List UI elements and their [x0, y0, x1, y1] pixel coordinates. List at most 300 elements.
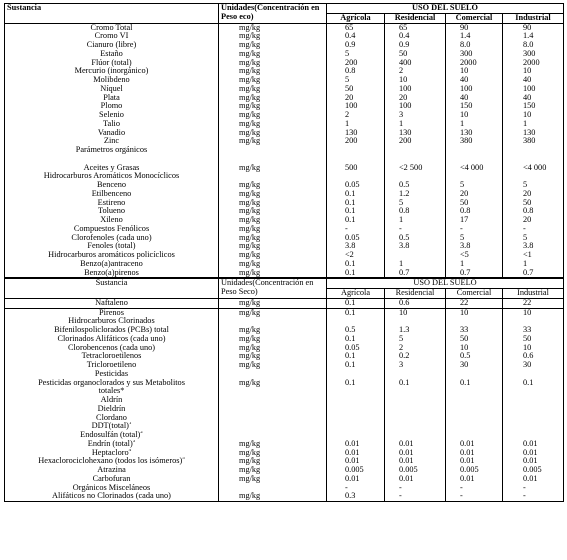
- substance-name: Clorobencenos (cada uno): [5, 344, 219, 353]
- value-agricola: 130: [327, 129, 385, 138]
- unit-cell: mg/kg: [219, 190, 327, 199]
- value-comercial: -: [446, 484, 503, 493]
- value-industrial: [503, 422, 564, 431]
- value-residencial: 0.01: [385, 440, 446, 449]
- table2-body: [5, 298, 564, 501]
- soil-standards-document: [4, 3, 563, 502]
- value-industrial: 300: [503, 50, 564, 59]
- table-row: [5, 317, 564, 326]
- substance-name: Orgánicos Misceláneos: [5, 484, 219, 493]
- value-agricola: 0.05: [327, 181, 385, 190]
- land-use-header-2: USO DEL SUELO: [327, 279, 564, 289]
- value-comercial: 33: [446, 326, 503, 335]
- value-residencial: [385, 422, 446, 431]
- table-row: [5, 440, 564, 449]
- value-comercial: 2000: [446, 59, 503, 68]
- table-row: [5, 41, 564, 50]
- table-row: [5, 23, 564, 32]
- unit-cell: mg/kg: [219, 32, 327, 41]
- substance-name: Benceno: [5, 181, 219, 190]
- value-industrial: [503, 431, 564, 440]
- value-residencial: 1: [385, 216, 446, 225]
- substance-name: Compuestos Fenólicos: [5, 225, 219, 234]
- table-row: [5, 370, 564, 379]
- value-comercial: [446, 405, 503, 414]
- value-agricola: 0.1: [327, 216, 385, 225]
- value-agricola: -: [327, 225, 385, 234]
- value-industrial: -: [503, 492, 564, 501]
- unit-cell: [219, 431, 327, 440]
- unit-cell: mg/kg: [219, 23, 327, 32]
- substance-name: Clorinados Alifáticos (cada uno): [5, 335, 219, 344]
- value-comercial: 20: [446, 190, 503, 199]
- value-comercial: 130: [446, 129, 503, 138]
- value-industrial: 10: [503, 111, 564, 120]
- value-residencial: 0.01: [385, 475, 446, 484]
- value-industrial: 10: [503, 344, 564, 353]
- value-residencial: 0.01: [385, 457, 446, 466]
- table-row: [5, 199, 564, 208]
- table-row: [5, 190, 564, 199]
- unit-cell: mg/kg: [219, 269, 327, 278]
- substance-name: totales*: [5, 387, 219, 396]
- use-comercial-2: Comercial: [446, 289, 503, 299]
- substance-name: Fenoles (total): [5, 242, 219, 251]
- value-comercial: [446, 431, 503, 440]
- value-industrial: 22: [503, 298, 564, 308]
- value-comercial: 10: [446, 344, 503, 353]
- substance-name: Endosulfán (total)$^2$: [5, 431, 219, 440]
- table-row: [5, 344, 564, 353]
- value-agricola: 0.01: [327, 475, 385, 484]
- unit-cell: [219, 414, 327, 423]
- value-residencial: -: [385, 484, 446, 493]
- substance-name: Tricloroetileno: [5, 361, 219, 370]
- value-agricola: 0.1: [327, 260, 385, 269]
- value-agricola: 65: [327, 23, 385, 32]
- value-comercial: 40: [446, 76, 503, 85]
- table-row: [5, 146, 564, 155]
- table-row: [5, 269, 564, 278]
- unit-cell: [219, 422, 327, 431]
- footnote-mark: 2: [140, 431, 143, 436]
- table2-header-row: [5, 279, 564, 289]
- value-agricola: 5: [327, 76, 385, 85]
- value-agricola: [327, 414, 385, 423]
- value-industrial: <4 000: [503, 155, 564, 173]
- value-industrial: 40: [503, 94, 564, 103]
- table-row: [5, 335, 564, 344]
- substance-name: Pirenos: [5, 308, 219, 317]
- table-row: [5, 102, 564, 111]
- value-industrial: 20: [503, 190, 564, 199]
- value-comercial: 100: [446, 85, 503, 94]
- value-residencial: 1.3: [385, 326, 446, 335]
- table-row: [5, 234, 564, 243]
- use-agricola-2: Agrícola: [327, 289, 385, 299]
- value-industrial: 130: [503, 129, 564, 138]
- value-residencial: 100: [385, 85, 446, 94]
- unit-cell: mg/kg: [219, 260, 327, 269]
- unit-cell: [219, 387, 327, 396]
- value-residencial: 1: [385, 260, 446, 269]
- value-residencial: 10: [385, 308, 446, 317]
- value-comercial: [446, 414, 503, 423]
- value-residencial: <2 500: [385, 155, 446, 173]
- value-agricola: 0.9: [327, 41, 385, 50]
- value-comercial: 0.01: [446, 440, 503, 449]
- value-residencial: -: [385, 225, 446, 234]
- unit-cell: mg/kg: [219, 155, 327, 173]
- value-agricola: 50: [327, 85, 385, 94]
- value-agricola: [327, 317, 385, 326]
- substance-name: Parámetros orgánicos: [5, 146, 219, 155]
- table-row: [5, 326, 564, 335]
- value-industrial: [503, 317, 564, 326]
- value-industrial: 5: [503, 234, 564, 243]
- value-comercial: 3.8: [446, 242, 503, 251]
- value-industrial: [503, 387, 564, 396]
- value-residencial: 20: [385, 94, 446, 103]
- unit-cell: mg/kg: [219, 216, 327, 225]
- table-row: [5, 422, 564, 431]
- table-row: [5, 466, 564, 475]
- substance-name: Dieldrín: [5, 405, 219, 414]
- value-industrial: 8.0: [503, 41, 564, 50]
- value-comercial: 0.01: [446, 475, 503, 484]
- value-industrial: 33: [503, 326, 564, 335]
- value-agricola: [327, 405, 385, 414]
- use-residencial-2: Residencial: [385, 289, 446, 299]
- value-industrial: 0.01: [503, 457, 564, 466]
- value-industrial: 0.1: [503, 379, 564, 388]
- substance-name: Etilbenceno: [5, 190, 219, 199]
- value-comercial: 0.8: [446, 207, 503, 216]
- unit-cell: mg/kg: [219, 440, 327, 449]
- land-use-header: USO DEL SUELO: [327, 4, 564, 14]
- table-row: [5, 120, 564, 129]
- value-agricola: -: [327, 484, 385, 493]
- value-residencial: [385, 146, 446, 155]
- substance-name: Clorofenoles (cada uno): [5, 234, 219, 243]
- value-industrial: [503, 405, 564, 414]
- value-comercial: 0.7: [446, 269, 503, 278]
- soil-table-2: [4, 278, 564, 502]
- value-comercial: [446, 370, 503, 379]
- value-residencial: 0.7: [385, 269, 446, 278]
- substance-name: Estaño: [5, 50, 219, 59]
- value-industrial: [503, 396, 564, 405]
- value-agricola: 200: [327, 59, 385, 68]
- use-industrial-2: Industrial: [503, 289, 564, 299]
- value-residencial: 0.8: [385, 207, 446, 216]
- value-comercial: 17: [446, 216, 503, 225]
- value-industrial: 0.6: [503, 352, 564, 361]
- value-residencial: 130: [385, 129, 446, 138]
- unit-cell: mg/kg: [219, 207, 327, 216]
- value-comercial: 90: [446, 23, 503, 32]
- value-industrial: 0.01: [503, 440, 564, 449]
- value-agricola: 0.1: [327, 335, 385, 344]
- table-row: [5, 396, 564, 405]
- table-row: [5, 379, 564, 388]
- unit-cell: mg/kg: [219, 199, 327, 208]
- value-residencial: 10: [385, 76, 446, 85]
- value-agricola: 0.1: [327, 199, 385, 208]
- value-residencial: 0.2: [385, 352, 446, 361]
- value-residencial: 2: [385, 67, 446, 76]
- substance-name: Níquel: [5, 85, 219, 94]
- units-header-2: Unidades(Concentración en Peso Seco): [219, 279, 327, 299]
- substance-name: Pesticidas: [5, 370, 219, 379]
- value-comercial: <5: [446, 251, 503, 260]
- value-agricola: 0.01: [327, 449, 385, 458]
- value-comercial: [446, 172, 503, 181]
- substance-name: Mercurio (inorgánico): [5, 67, 219, 76]
- table-row: [5, 405, 564, 414]
- value-industrial: [503, 172, 564, 181]
- table-row: [5, 449, 564, 458]
- value-industrial: 10: [503, 308, 564, 317]
- value-residencial: 0.5: [385, 181, 446, 190]
- substance-name: Aldrín: [5, 396, 219, 405]
- value-comercial: -: [446, 492, 503, 501]
- value-comercial: 0.01: [446, 457, 503, 466]
- value-industrial: 150: [503, 102, 564, 111]
- table1-header-row: [5, 4, 564, 14]
- table-row: [5, 59, 564, 68]
- use-industrial: Industrial: [503, 13, 564, 23]
- value-residencial: 0.9: [385, 41, 446, 50]
- value-industrial: 0.01: [503, 475, 564, 484]
- value-industrial: 50: [503, 335, 564, 344]
- substance-name: Atrazina: [5, 466, 219, 475]
- table-row: [5, 431, 564, 440]
- table-row: [5, 137, 564, 146]
- value-comercial: 1: [446, 120, 503, 129]
- value-residencial: 3: [385, 111, 446, 120]
- unit-cell: [219, 317, 327, 326]
- table-row: [5, 85, 564, 94]
- value-industrial: 3.8: [503, 242, 564, 251]
- value-agricola: 0.1: [327, 308, 385, 317]
- unit-cell: mg/kg: [219, 111, 327, 120]
- unit-cell: mg/kg: [219, 234, 327, 243]
- substance-name: Tetracloroetilenos: [5, 352, 219, 361]
- substance-name: Hexaclorociclohexano (todos los isómeros)$^5$: [5, 457, 219, 466]
- unit-cell: [219, 396, 327, 405]
- value-comercial: 5: [446, 234, 503, 243]
- table-row: [5, 298, 564, 308]
- value-comercial: 50: [446, 199, 503, 208]
- value-agricola: 0.1: [327, 298, 385, 308]
- value-industrial: -: [503, 484, 564, 493]
- table-row: [5, 260, 564, 269]
- value-residencial: 5: [385, 199, 446, 208]
- substance-name: Zinc: [5, 137, 219, 146]
- substance-name: Talio: [5, 120, 219, 129]
- value-residencial: 3: [385, 361, 446, 370]
- value-agricola: 20: [327, 94, 385, 103]
- value-comercial: 150: [446, 102, 503, 111]
- value-agricola: [327, 370, 385, 379]
- table-row: [5, 352, 564, 361]
- value-comercial: 300: [446, 50, 503, 59]
- value-industrial: -: [503, 225, 564, 234]
- unit-cell: mg/kg: [219, 59, 327, 68]
- value-residencial: 2: [385, 344, 446, 353]
- value-agricola: [327, 387, 385, 396]
- value-agricola: 3.8: [327, 242, 385, 251]
- value-residencial: -: [385, 492, 446, 501]
- use-comercial: Comercial: [446, 13, 503, 23]
- value-residencial: [385, 387, 446, 396]
- unit-cell: mg/kg: [219, 120, 327, 129]
- unit-cell: mg/kg: [219, 50, 327, 59]
- table-row: [5, 387, 564, 396]
- substance-name: Selenio: [5, 111, 219, 120]
- value-residencial: 3.8: [385, 242, 446, 251]
- footnote-mark: 5: [182, 457, 185, 462]
- value-industrial: 10: [503, 67, 564, 76]
- substance-name: Carbofuran: [5, 475, 219, 484]
- substance-name: Plata: [5, 94, 219, 103]
- substance-name: Aceites y Grasas: [5, 155, 219, 173]
- value-comercial: 5: [446, 181, 503, 190]
- table-row: [5, 172, 564, 181]
- unit-cell: mg/kg: [219, 335, 327, 344]
- value-agricola: [327, 422, 385, 431]
- unit-cell: mg/kg: [219, 129, 327, 138]
- unit-cell: mg/kg: [219, 457, 327, 466]
- unit-cell: mg/kg: [219, 94, 327, 103]
- value-agricola: [327, 431, 385, 440]
- table-row: [5, 484, 564, 493]
- unit-cell: [219, 405, 327, 414]
- value-residencial: [385, 251, 446, 260]
- substance-name: Bifenilospoliclorados (PCBs) total: [5, 326, 219, 335]
- value-industrial: 0.01: [503, 449, 564, 458]
- value-industrial: 20: [503, 216, 564, 225]
- footnote-mark: 3: [132, 439, 136, 444]
- table-row: [5, 67, 564, 76]
- value-residencial: 0.6: [385, 298, 446, 308]
- unit-cell: mg/kg: [219, 225, 327, 234]
- substance-name: Endrín (total)$^3$: [5, 440, 219, 449]
- value-agricola: <2: [327, 251, 385, 260]
- value-residencial: [385, 431, 446, 440]
- value-comercial: 380: [446, 137, 503, 146]
- unit-cell: mg/kg: [219, 352, 327, 361]
- units-header: Unidades(Concentración en Peso eco): [219, 4, 327, 24]
- value-comercial: <4 000: [446, 155, 503, 173]
- substance-name: Vanadio: [5, 129, 219, 138]
- value-industrial: [503, 146, 564, 155]
- unit-cell: mg/kg: [219, 137, 327, 146]
- value-agricola: 0.05: [327, 344, 385, 353]
- value-agricola: 0.8: [327, 67, 385, 76]
- value-agricola: 500: [327, 155, 385, 173]
- value-residencial: 65: [385, 23, 446, 32]
- table-row: [5, 216, 564, 225]
- unit-cell: mg/kg: [219, 466, 327, 475]
- unit-cell: [219, 484, 327, 493]
- value-industrial: 50: [503, 199, 564, 208]
- substance-name: Molibdeno: [5, 76, 219, 85]
- unit-cell: [219, 172, 327, 181]
- footnote-mark: 4: [128, 448, 132, 453]
- value-industrial: [503, 370, 564, 379]
- table-row: [5, 225, 564, 234]
- substance-name: Flúor (total): [5, 59, 219, 68]
- value-residencial: [385, 405, 446, 414]
- value-residencial: 1: [385, 120, 446, 129]
- use-agricola: Agrícola: [327, 13, 385, 23]
- substance-name: Estireno: [5, 199, 219, 208]
- unit-cell: mg/kg: [219, 361, 327, 370]
- value-agricola: 2: [327, 111, 385, 120]
- value-residencial: 50: [385, 50, 446, 59]
- value-agricola: 0.1: [327, 361, 385, 370]
- value-residencial: 5: [385, 335, 446, 344]
- value-residencial: [385, 317, 446, 326]
- substance-name: Cianuro (libre): [5, 41, 219, 50]
- use-residencial: Residencial: [385, 13, 446, 23]
- substance-name: Benzo(a)pirenos: [5, 269, 219, 278]
- value-comercial: [446, 146, 503, 155]
- value-comercial: 1: [446, 260, 503, 269]
- substance-name: Tolueno: [5, 207, 219, 216]
- value-agricola: [327, 396, 385, 405]
- value-industrial: 0.7: [503, 269, 564, 278]
- value-residencial: 200: [385, 137, 446, 146]
- value-agricola: 5: [327, 50, 385, 59]
- value-industrial: 90: [503, 23, 564, 32]
- table-row: [5, 475, 564, 484]
- value-agricola: 0.01: [327, 440, 385, 449]
- value-residencial: 0.005: [385, 466, 446, 475]
- unit-cell: mg/kg: [219, 475, 327, 484]
- table-row: [5, 414, 564, 423]
- value-industrial: <1: [503, 251, 564, 260]
- value-industrial: 5: [503, 181, 564, 190]
- value-comercial: 30: [446, 361, 503, 370]
- value-agricola: 100: [327, 102, 385, 111]
- substance-name: Plomo: [5, 102, 219, 111]
- unit-cell: mg/kg: [219, 242, 327, 251]
- value-agricola: 0.1: [327, 269, 385, 278]
- value-comercial: 22: [446, 298, 503, 308]
- soil-table-1: [4, 3, 564, 278]
- substance-header-2: Sustancia: [5, 279, 219, 299]
- value-comercial: 0.1: [446, 379, 503, 388]
- value-industrial: 100: [503, 85, 564, 94]
- table1-body: [5, 23, 564, 278]
- value-comercial: [446, 387, 503, 396]
- value-comercial: 1.4: [446, 32, 503, 41]
- value-comercial: [446, 317, 503, 326]
- value-residencial: 0.1: [385, 379, 446, 388]
- unit-cell: mg/kg: [219, 181, 327, 190]
- unit-cell: mg/kg: [219, 251, 327, 260]
- table-row: [5, 129, 564, 138]
- substance-header: Sustancia: [5, 4, 219, 24]
- unit-cell: [219, 370, 327, 379]
- unit-cell: mg/kg: [219, 344, 327, 353]
- value-residencial: [385, 370, 446, 379]
- table-row: [5, 181, 564, 190]
- value-agricola: 0.1: [327, 352, 385, 361]
